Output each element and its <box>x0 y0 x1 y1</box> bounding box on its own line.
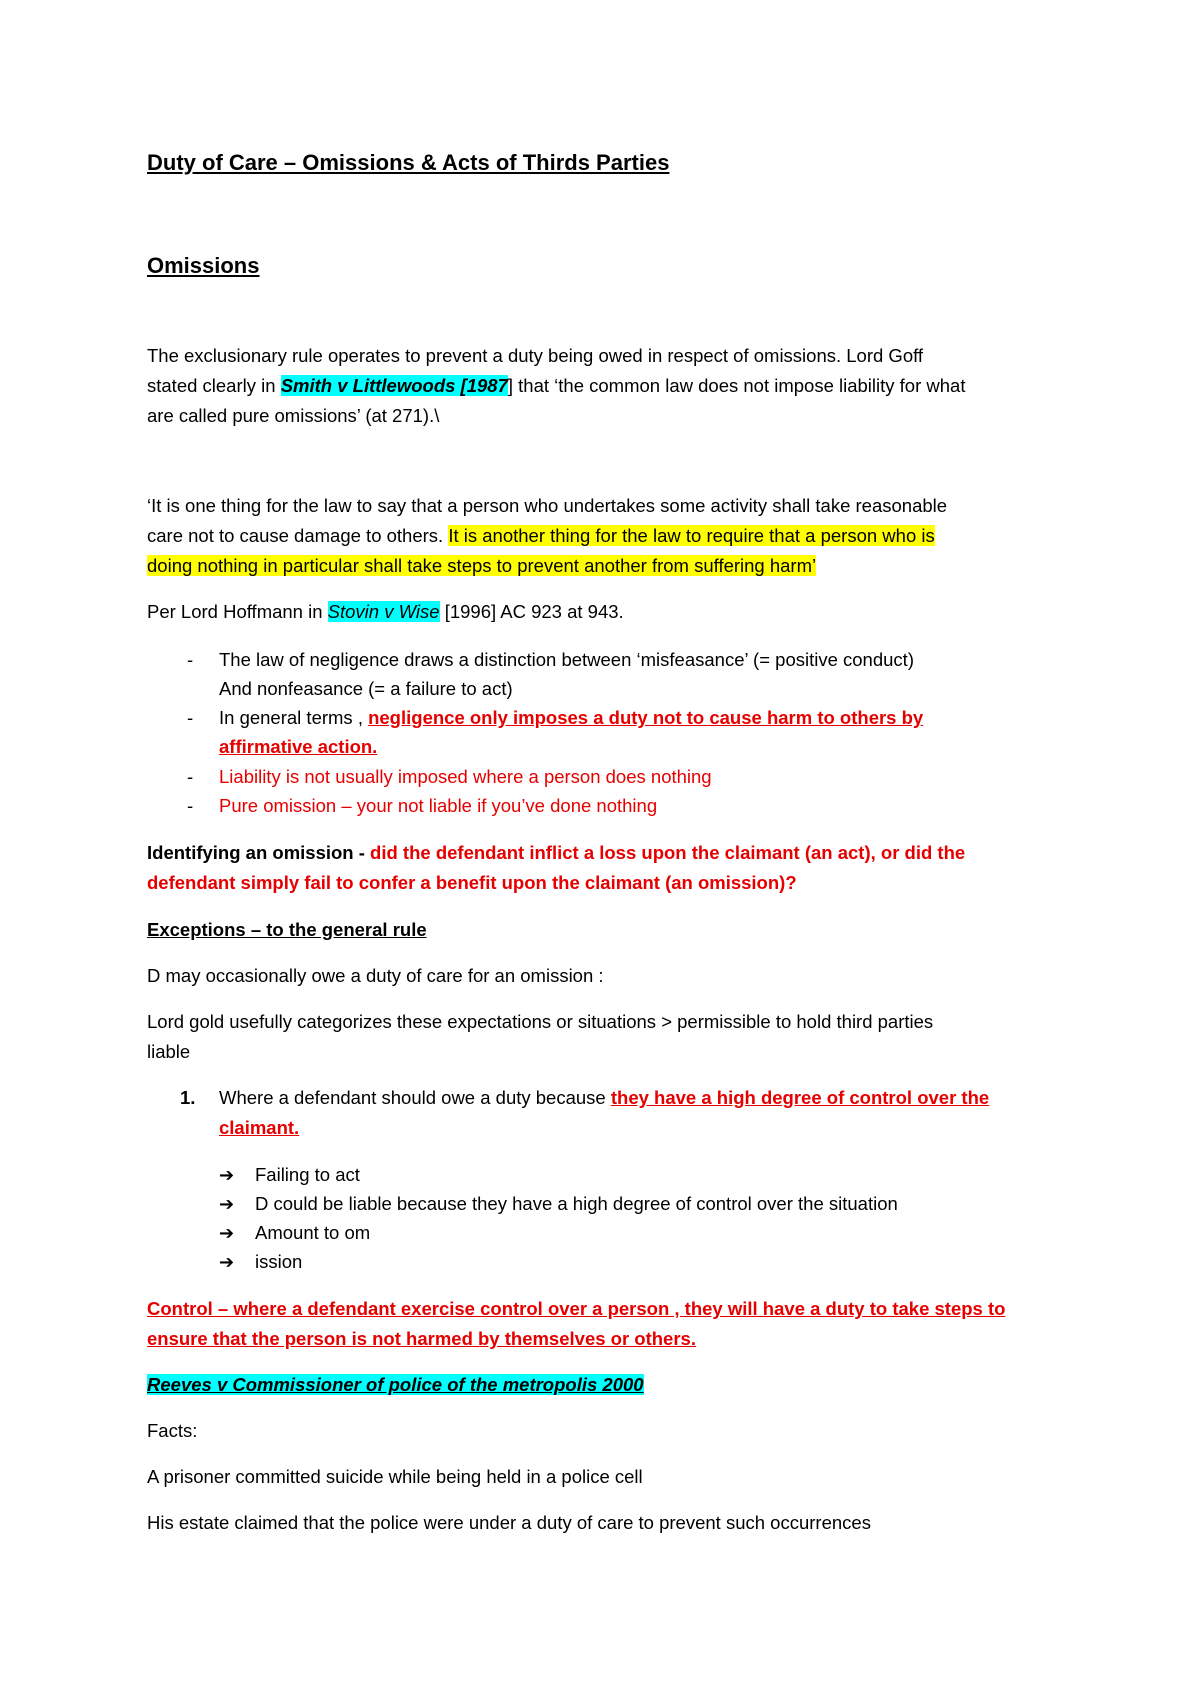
quote-line3: doing nothing in particular shall take steps to prevent another from suffering harm’ <box>147 555 817 576</box>
arrow-icon: ➔ <box>219 1194 235 1214</box>
fact-prisoner: A prisoner committed suicide while being held in a police cell <box>147 1466 643 1487</box>
identifying-omission-line2: defendant simply fail to confer a benefit upon the claimant (an omission)? <box>147 872 797 893</box>
arrow-item-liable: D could be liable because they have a high degree of control over the situation <box>255 1193 898 1214</box>
document-title: Duty of Care – Omissions & Acts of Thirds Parties <box>147 150 670 175</box>
arrow-item-ission: ission <box>255 1251 303 1272</box>
bullet-general-terms: In general terms , negligence only imposes a duty not to cause harm to others by <box>219 707 924 728</box>
bullet-misfeasance: The law of negligence draws a distinction between ‘misfeasance’ (= positive conduct) <box>219 649 914 670</box>
per-lord-hoffmann: Per Lord Hoffmann in Stovin v Wise [1996] AC 923 at 943. <box>147 601 624 622</box>
item1-line2: claimant. <box>219 1117 300 1138</box>
case-smith-v-littlewoods: Smith v Littlewoods [1987 <box>280 375 508 396</box>
quote-line1: ‘It is one thing for the law to say that a person who undertakes some activity shall take reasonable <box>147 495 948 516</box>
bullet-nonfeasance: And nonfeasance (= a failure to act) <box>219 678 513 699</box>
bullet-dash: - <box>187 649 194 670</box>
case-stovin-v-wise: Stovin v Wise <box>327 601 440 622</box>
bullet-dash: - <box>187 707 194 728</box>
section-heading-omissions: Omissions <box>147 253 260 278</box>
identifying-omission: Identifying an omission - did the defendant inflict a loss upon the claimant (an act), or did the <box>147 842 966 863</box>
paragraph-exclusionary-rule-line3: are called pure omissions’ (at 271).\ <box>147 405 440 426</box>
arrow-item-amount: Amount to om <box>255 1222 371 1243</box>
d-may-owe-duty: D may occasionally owe a duty of care for an omission : <box>147 965 604 986</box>
fact-estate: His estate claimed that the police were under a duty of care to prevent such occurrences <box>147 1512 871 1533</box>
control-line2: ensure that the person is not harmed by themselves or others. <box>147 1328 696 1349</box>
quote-highlight: It is another thing for the law to require that a person who is <box>448 525 935 546</box>
exceptions-heading: Exceptions – to the general rule <box>147 919 427 940</box>
quote-line2: care not to cause damage to others. It is another thing for the law to require that a person who is <box>147 525 935 546</box>
lord-gold-line1: Lord gold usefully categorizes these expectations or situations > permissible to hold third parties <box>147 1011 934 1032</box>
bullet-dash: - <box>187 795 194 816</box>
paragraph-exclusionary-rule-line2: stated clearly in Smith v Littlewoods [1987] that ‘the common law does not impose liability for what <box>147 375 966 396</box>
list-number-1: 1. <box>180 1087 196 1108</box>
arrow-icon: ➔ <box>219 1223 235 1243</box>
arrow-item-failing: Failing to act <box>255 1164 360 1185</box>
bullet-liability: Liability is not usually imposed where a person does nothing <box>219 766 712 787</box>
bullet-pure-omission: Pure omission – your not liable if you’ve done nothing <box>219 795 658 816</box>
item1-line1: Where a defendant should owe a duty because they have a high degree of control over the <box>219 1087 990 1108</box>
facts-label: Facts: <box>147 1420 198 1441</box>
paragraph-exclusionary-rule: The exclusionary rule operates to prevent a duty being owed in respect of omissions. Lord Goff <box>147 345 924 366</box>
bullet-affirmative-action: affirmative action. <box>219 736 378 757</box>
arrow-icon: ➔ <box>219 1252 235 1272</box>
arrow-icon: ➔ <box>219 1165 235 1185</box>
case-reeves: Reeves v Commissioner of police of the metropolis 2000 <box>147 1374 644 1395</box>
control-line1: Control – where a defendant exercise control over a person , they will have a duty to take steps to <box>147 1298 1006 1319</box>
lord-gold-line2: liable <box>147 1041 191 1062</box>
bullet-dash: - <box>187 766 194 787</box>
